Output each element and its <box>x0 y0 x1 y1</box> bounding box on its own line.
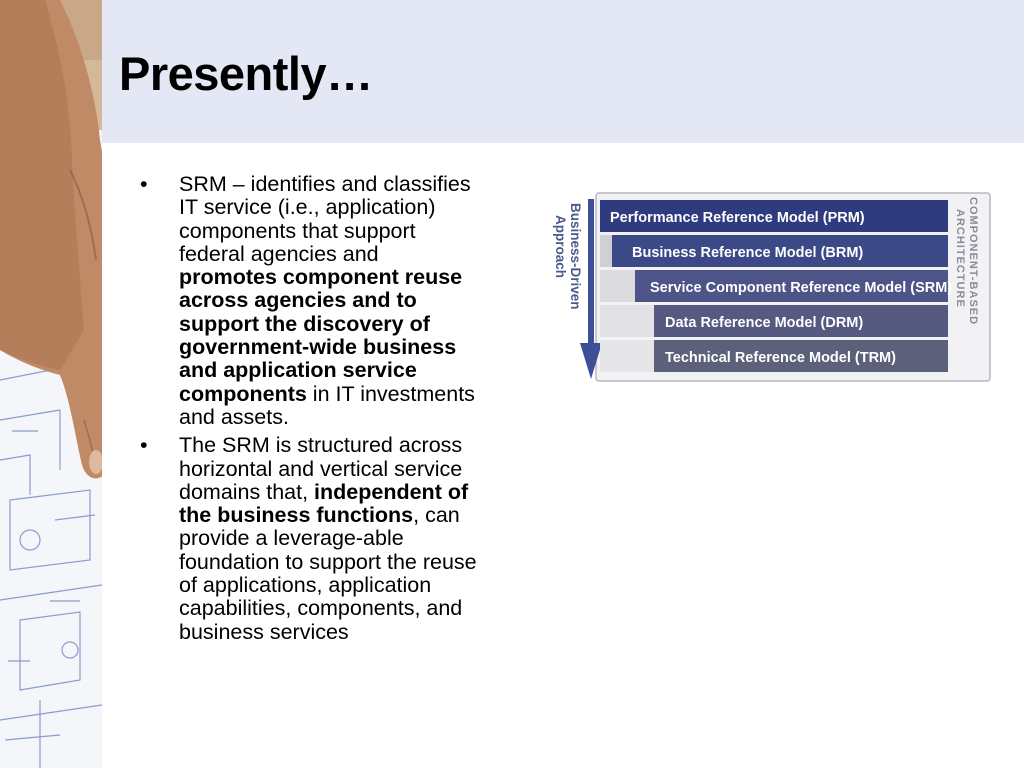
bullet-text: The SRM is structured across horizontal and vertical service domains that, <box>179 433 463 504</box>
bullet-item <box>140 434 480 644</box>
model-bar-brm <box>612 235 948 267</box>
title-band <box>102 0 1024 143</box>
bullet-bold-text: promotes component reuse across agencies and to support the discovery of government-wide business and application service components <box>179 265 463 406</box>
model-bar-trm <box>654 340 948 372</box>
model-label-trm: Technical Reference Model (TRM) <box>665 350 896 366</box>
svg-text:COMPONENT-BASED: COMPONENT-BASED <box>967 197 979 326</box>
model-label-drm: Data Reference Model (DRM) <box>665 315 864 331</box>
reference-model-diagram <box>540 191 992 385</box>
svg-text:Business-Driven: Business-Driven <box>568 203 583 310</box>
svg-text:Approach: Approach <box>553 215 568 279</box>
model-label-prm: Performance Reference Model (PRM) <box>610 210 865 226</box>
model-bar-srm <box>635 270 952 302</box>
model-bar-drm <box>654 305 948 337</box>
bullet-item <box>140 173 480 429</box>
business-driven-label <box>553 203 583 310</box>
bullet-bold-text: independent of the business functions <box>179 479 469 528</box>
bullet-marker: • <box>140 172 148 196</box>
bullet-text: SRM – identifies and classifies IT service (i.e., application) components that support federal agencies and <box>179 172 471 266</box>
bullet-text: , can provide a leverage-able foundation to support the reuse of applications, application capabilities, components, and business services <box>179 503 477 644</box>
model-label-srm: Service Component Reference Model (SRM) <box>650 280 953 296</box>
bullet-list <box>140 173 480 649</box>
model-label-brm: Business Reference Model (BRM) <box>632 245 864 261</box>
component-based-label <box>954 197 979 325</box>
slide-title: Presently… <box>119 47 373 100</box>
svg-text:ARCHITECTURE: ARCHITECTURE <box>954 209 966 308</box>
bullet-text: in IT investments and assets. <box>179 381 475 429</box>
hand-blueprint-photo <box>0 0 102 768</box>
model-bar-prm <box>600 200 948 232</box>
bullet-marker: • <box>140 433 148 458</box>
